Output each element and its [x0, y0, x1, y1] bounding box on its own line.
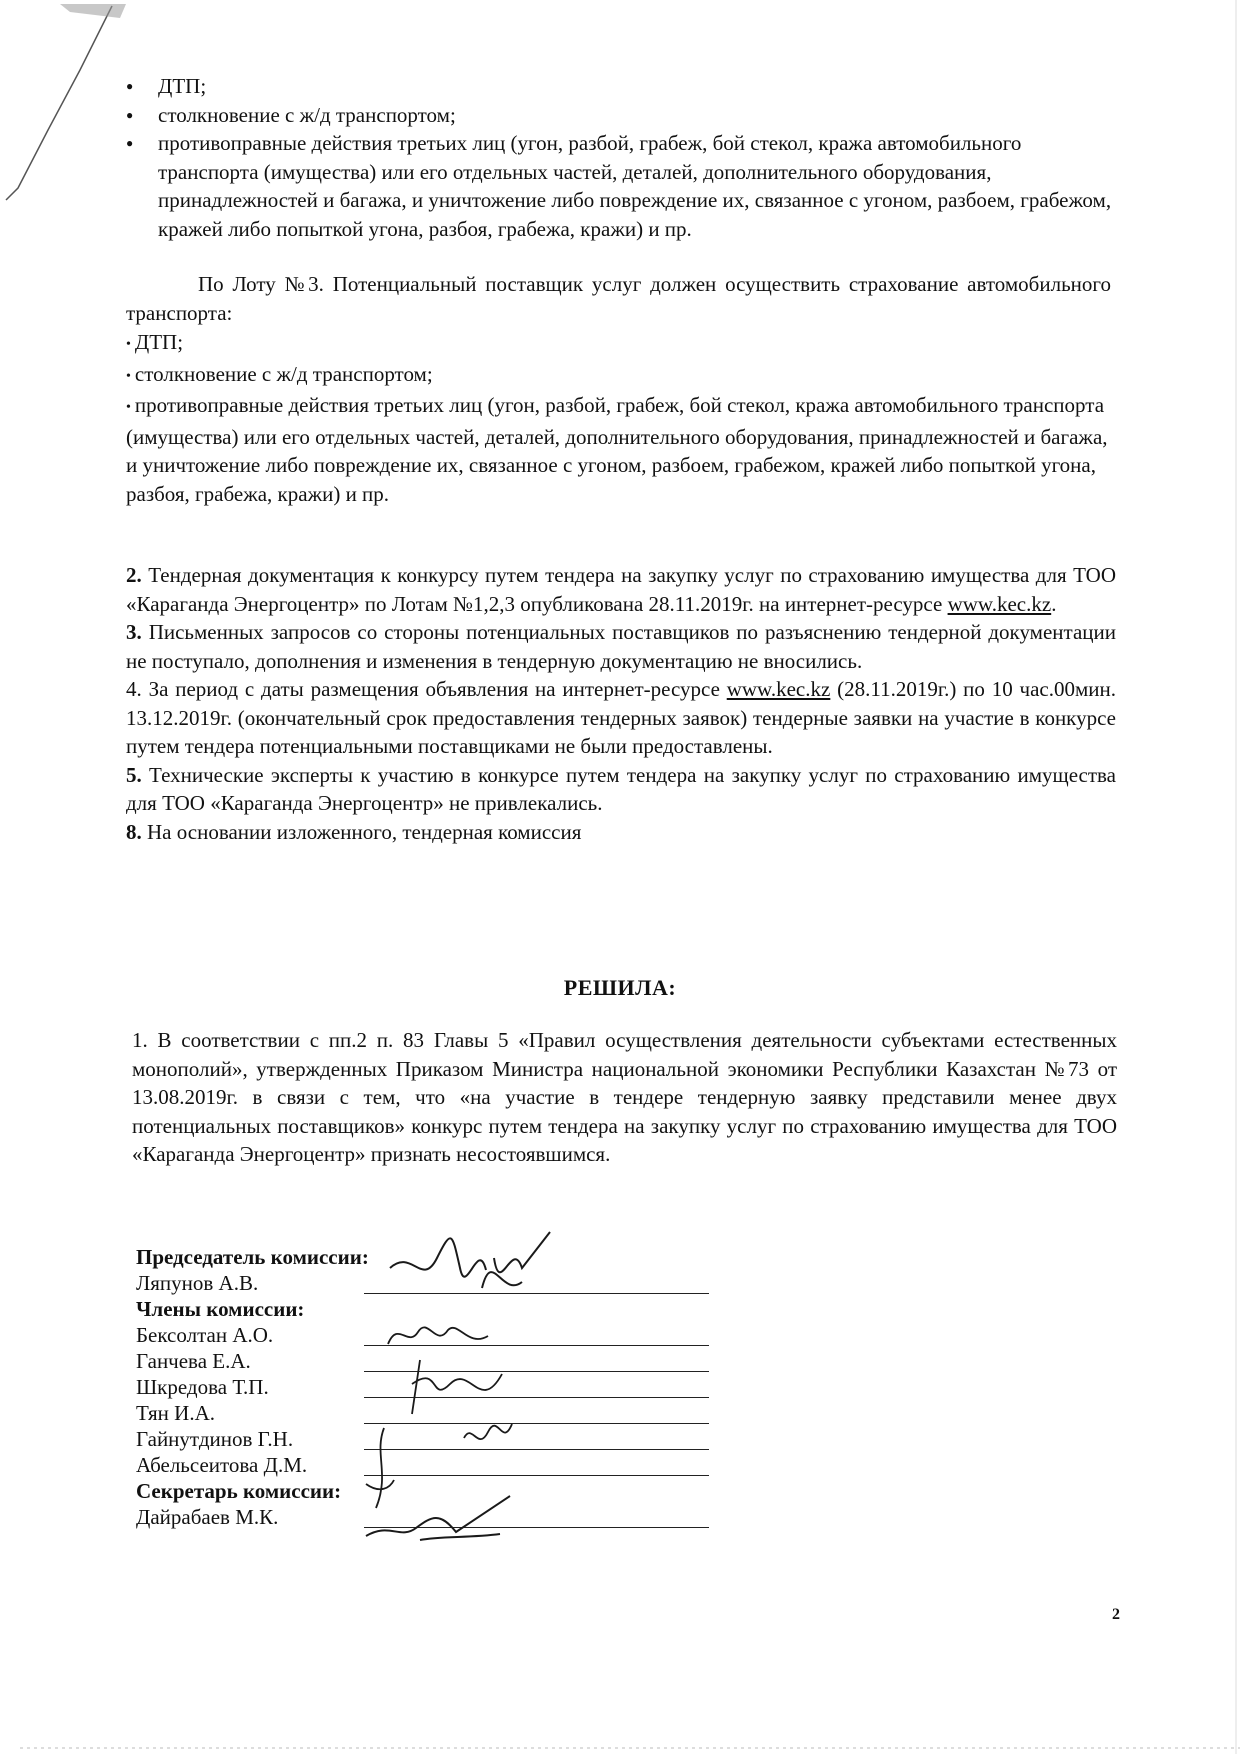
item-number: 3.: [126, 620, 142, 644]
signature-row: [136, 1426, 656, 1452]
bullet-icon: •: [126, 337, 131, 352]
signature-row: [136, 1374, 656, 1400]
list-item: ● противоправные действия третьих лиц (угон, разбой, грабеж, бой стекол, кража автомобильного транспорта (имущества) или его отдельных частей, деталей, дополнительного оборудования, принадлежностей и багажа, и уничтожение либо повреждение их, связанное с угоном, разбоем, грабежом, кражей либо попыткой угона, разбоя, грабежа, кражи) и пр.: [126, 129, 1116, 243]
item-number: 8.: [126, 819, 142, 844]
website-link[interactable]: www.kec.kz: [947, 591, 1052, 616]
secretary-role: Секретарь комиссии:: [136, 1479, 342, 1503]
bullet-icon: •: [126, 400, 131, 415]
list-item: ● столкновение с ж/д транспортом;: [126, 101, 1116, 130]
item-text: Тендерная документация к конкурсу путем тендера на закупку услуг по страхованию имущества для ТОО «Караганда Энергоцентр» по Лотам №1,2,3 опубликована 28.11.2019г. на интернет-ресурсе: [126, 563, 1116, 616]
signature-row: [136, 1270, 656, 1296]
list-item-text: ДТП;: [134, 330, 184, 354]
item-3: [126, 618, 1116, 675]
item-number: 2.: [126, 563, 142, 587]
signature-row: [136, 1452, 656, 1478]
signature-block: [136, 1244, 656, 1530]
signature-row: [136, 1504, 656, 1530]
lot3-intro-text: По Лоту №3. Потенциальный поставщик услуг должен осуществить страхование автомобильного транспорта:: [126, 272, 1111, 325]
member-name: Абельсеитова Д.М.: [136, 1453, 308, 1477]
item-text: (28.11.2019г.) по 10 час.00мин. 13.12.2019г. (окончательный срок предоставления тендерных заявок) тендерные заявки на участие в конкурсе путем тендера потенциальными поставщиками не были предоставлены.: [126, 677, 1116, 758]
item-text: Технические эксперты к участию в конкурсе путем тендера на закупку услуг по страхованию имущества для ТОО «Караганда Энергоцентр» не привлекались.: [126, 762, 1116, 815]
member-name: Ганчева Е.А.: [136, 1349, 251, 1373]
signature-row: [136, 1322, 656, 1348]
secretary-name: Дайрабаев М.К.: [136, 1505, 279, 1529]
item-number: 5.: [126, 762, 142, 787]
lot3-bullet-list: [126, 328, 1111, 508]
chair-role: Председатель комиссии:: [136, 1245, 369, 1269]
risk-bullet-list: [126, 72, 1116, 243]
numbered-items: [126, 561, 1116, 846]
signature-line: [364, 1293, 709, 1294]
page-number: 2: [1112, 1606, 1120, 1623]
item-8: [126, 818, 1116, 847]
item-4: [126, 675, 1116, 761]
signature-line: [364, 1397, 709, 1398]
decision-text: 1. В соответствии с пп.2 п. 83 Главы 5 «Правил осуществления деятельности субъектами естественных монополий», утвержденных Приказом Министра национальной экономики Республики Казахстан №73 от 13.08.2019г. в связи с тем, что «на участие в тендере тендерную заявку представили менее двух потенциальных поставщиков» конкурс путем тендера на закупку услуг по страхованию имущества для ТОО «Караганда Энергоцентр» признать несостоявшимся.: [132, 1028, 1117, 1166]
item-punct: .: [1051, 591, 1057, 616]
chair-name: Ляпунов А.В.: [136, 1271, 259, 1295]
list-item: [126, 360, 1111, 392]
member-name: Гайнутдинов Г.Н.: [136, 1427, 294, 1451]
bullet-icon: •: [126, 368, 131, 384]
item-text: На основании изложенного, тендерная комиссия: [147, 819, 582, 844]
list-item: ● ДТП;: [126, 72, 1116, 101]
signature-line: [364, 1345, 709, 1346]
signature-line: [364, 1475, 709, 1476]
list-item-text: противоправные действия третьих лиц (угон, разбой, грабеж, бой стекол, кража автомобильного транспорта (имущества) или его отдельных частей, деталей, дополнительного оборудования, принадлежностей и багажа, и уничтожение либо повреждение их, связанное с угоном, разбоем, грабежом, кражей либо попыткой угона, разбоя, грабежа, кражи) и пр.: [126, 393, 1108, 506]
signature-line: [364, 1423, 709, 1424]
signature-line: [364, 1449, 709, 1450]
decision-heading: РЕШИЛА:: [563, 975, 677, 1000]
list-item: [126, 328, 1111, 360]
member-name: Шкредова Т.П.: [136, 1375, 269, 1399]
members-role: Члены комиссии:: [136, 1297, 305, 1321]
website-link[interactable]: www.kec.kz: [726, 677, 831, 701]
list-item-text: столкновение с ж/д транспортом;: [134, 361, 433, 386]
list-item: [126, 391, 1111, 508]
item-text: За период с даты размещения объявления на интернет-ресурсе: [148, 677, 720, 701]
member-name: Бексолтан А.О.: [136, 1323, 274, 1347]
item-text: Письменных запросов со стороны потенциальных поставщиков по разъяснению тендерной документации не поступало, дополнения и изменения в тендерную документацию не вносились.: [126, 620, 1116, 673]
item-2: [126, 561, 1116, 618]
member-name: Тян И.А.: [136, 1401, 216, 1425]
item-5: [126, 761, 1116, 818]
lot3-intro: [126, 270, 1111, 327]
item-number: 4.: [126, 677, 142, 701]
signature-line: [364, 1371, 709, 1372]
signature-row: [136, 1400, 656, 1426]
signature-row: [136, 1348, 656, 1374]
signature-line: [364, 1527, 709, 1528]
